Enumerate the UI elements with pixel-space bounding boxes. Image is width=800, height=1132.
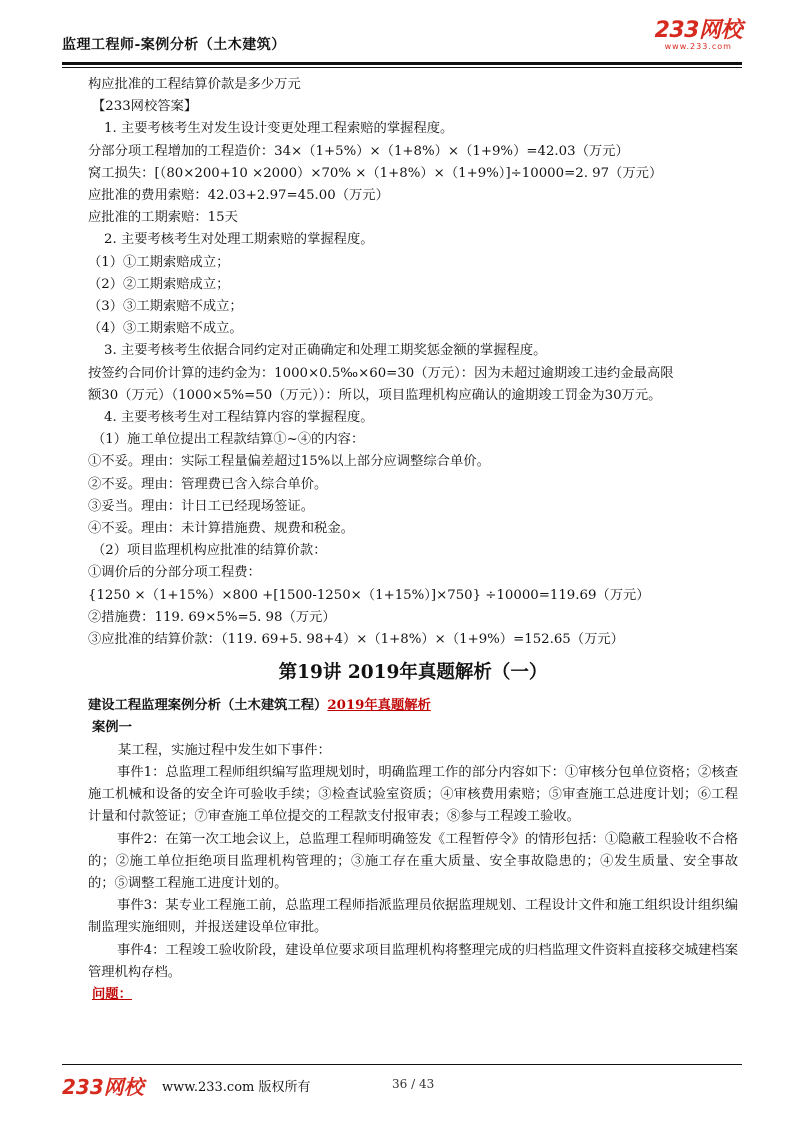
document-body <box>88 74 738 1006</box>
q3-line: 按签约合同价计算的违约金为：1000×0.5‰×60=30（万元）：因为未超过逾期竣工违约金最高限 <box>88 365 674 381</box>
q4-sub-1: （1）施工单位提出工程款结算①~④的内容： <box>92 432 365 448</box>
page-header <box>62 20 742 58</box>
continued-text: 构应批准的工程结算价款是多少万元 <box>88 77 301 92</box>
q1-line: 分部分项工程增加的工程造价：34×（1+5%）×（1+8%）×（1+9%）=42.03（万元） <box>88 143 629 159</box>
q2-item: （2）②工期索赔成立； <box>88 276 230 292</box>
q1-line: 应批准的费用索赔：42.03+2.97=45.00（万元） <box>88 188 389 204</box>
q2-item: （4）③工期索赔不成立。 <box>88 321 243 337</box>
page-footer <box>62 1071 742 1097</box>
q2-item: （1）①工期索赔成立； <box>88 254 230 270</box>
logo-url: www.233.com <box>664 42 732 51</box>
answer-label: 【233网校答案】 <box>92 99 198 115</box>
q4-calc: {1250 ×（1+15%）×800 +[1500-1250×（1+15%）]×750} ÷10000=119.69（万元） <box>88 587 650 603</box>
q3-title: 3. 主要考核考生依据合同约定对正确确定和处理工期奖惩金额的掌握程度。 <box>104 343 547 359</box>
q1-title: 1. 主要考核考生对发生设计变更处理工程索赔的掌握程度。 <box>104 121 454 137</box>
case-intro: 某工程，实施过程中发生如下事件： <box>118 742 331 758</box>
brand-logo[interactable] <box>655 20 742 51</box>
page-number: 36 / 43 <box>392 1077 435 1091</box>
event-paragraph: 事件1：总监理工程师组织编写监理规划时，明确监理工作的部分内容如下：①审核分包单位资格；②核查施工机械和设备的安全许可验收手续；③检查试验室资质；④审核费用索赔；⑤审查施工总进度计划；⑥工程计量和付款签证；⑦审查施工单位提交的工程款支付报审表；⑧参与工程竣工验收。 <box>88 764 738 825</box>
subtitle-text: 建设工程监理案例分析（土木建筑工程） <box>88 698 328 714</box>
q2-item: （3）③工期索赔不成立； <box>88 299 243 315</box>
header-rule-thin <box>62 67 742 68</box>
q2-title: 2. 主要考核考生对处理工期索赔的掌握程度。 <box>104 232 374 248</box>
q1-line: 窝工损失：[（80×200+10 ×2000）×70% ×（1+8%）×（1+9%）]÷10000=2. 97（万元） <box>88 165 663 181</box>
q4-calc: ②措施费：119. 69×5%=5. 98（万元） <box>88 609 336 625</box>
lecture-heading: 第19讲 2019年真题解析（一） <box>278 662 548 684</box>
lecture-subtitle <box>88 695 738 717</box>
event-paragraph: 事件4：工程竣工验收阶段，建设单位要求项目监理机构将整理完成的归档监理文件资料直接移交城建档案管理机构存档。 <box>88 942 738 980</box>
questions-link[interactable]: 问题： <box>92 986 132 1002</box>
q4-item: ①不妥。理由：实际工程量偏差超过15%以上部分应调整综合单价。 <box>88 454 490 470</box>
event-paragraph: 事件3：某专业工程施工前，总监理工程师指派监理员依据监理规划、工程设计文件和施工组织设计组织编制监理实施细则，并报送建设单位审批。 <box>88 898 738 936</box>
footer-logo[interactable]: 233网校 <box>62 1075 144 1099</box>
subtitle-link[interactable]: 2019年真题解析 <box>327 698 431 714</box>
header-rule <box>62 62 742 65</box>
q4-calc: ①调价后的分部分项工程费： <box>88 565 261 581</box>
footer-rule <box>62 1064 742 1065</box>
q4-calc: ③应批准的结算价款：（119. 69+5. 98+4）×（1+8%）×（1+9%）=152.65（万元） <box>88 632 624 648</box>
footer-copyright: www.233.com 版权所有 <box>162 1080 311 1095</box>
q4-item: ②不妥。理由：管理费已含入综合单价。 <box>88 476 328 492</box>
q1-line: 应批准的工期索赔：15天 <box>88 210 238 226</box>
event-paragraph: 事件2：在第一次工地会议上，总监理工程师明确签发《工程暂停令》的情形包括：①隐蔽工程验收不合格的；②施工单位拒绝项目监理机构管理的；③施工存在重大质量、安全事故隐患的；④发生质量、安全事故的；⑤调整工程施工进度计划的。 <box>88 831 738 891</box>
q4-title: 4. 主要考核考生对工程结算内容的掌握程度。 <box>104 410 374 426</box>
q4-sub-2: （2）项目监理机构应批准的结算价款： <box>92 543 327 559</box>
q4-item: ③妥当。理由：计日工已经现场签证。 <box>88 498 315 514</box>
header-title: 监理工程师-案例分析（土木建筑） <box>62 37 286 53</box>
q4-item: ④不妥。理由：未计算措施费、规费和税金。 <box>88 521 354 537</box>
logo-text: 233网校 <box>654 18 742 43</box>
q3-line: 额30（万元）（1000×5%=50（万元））：所以，项目监理机构应确认的逾期竣工罚金为30万元。 <box>88 387 662 403</box>
case-title: 案例一 <box>92 720 132 736</box>
